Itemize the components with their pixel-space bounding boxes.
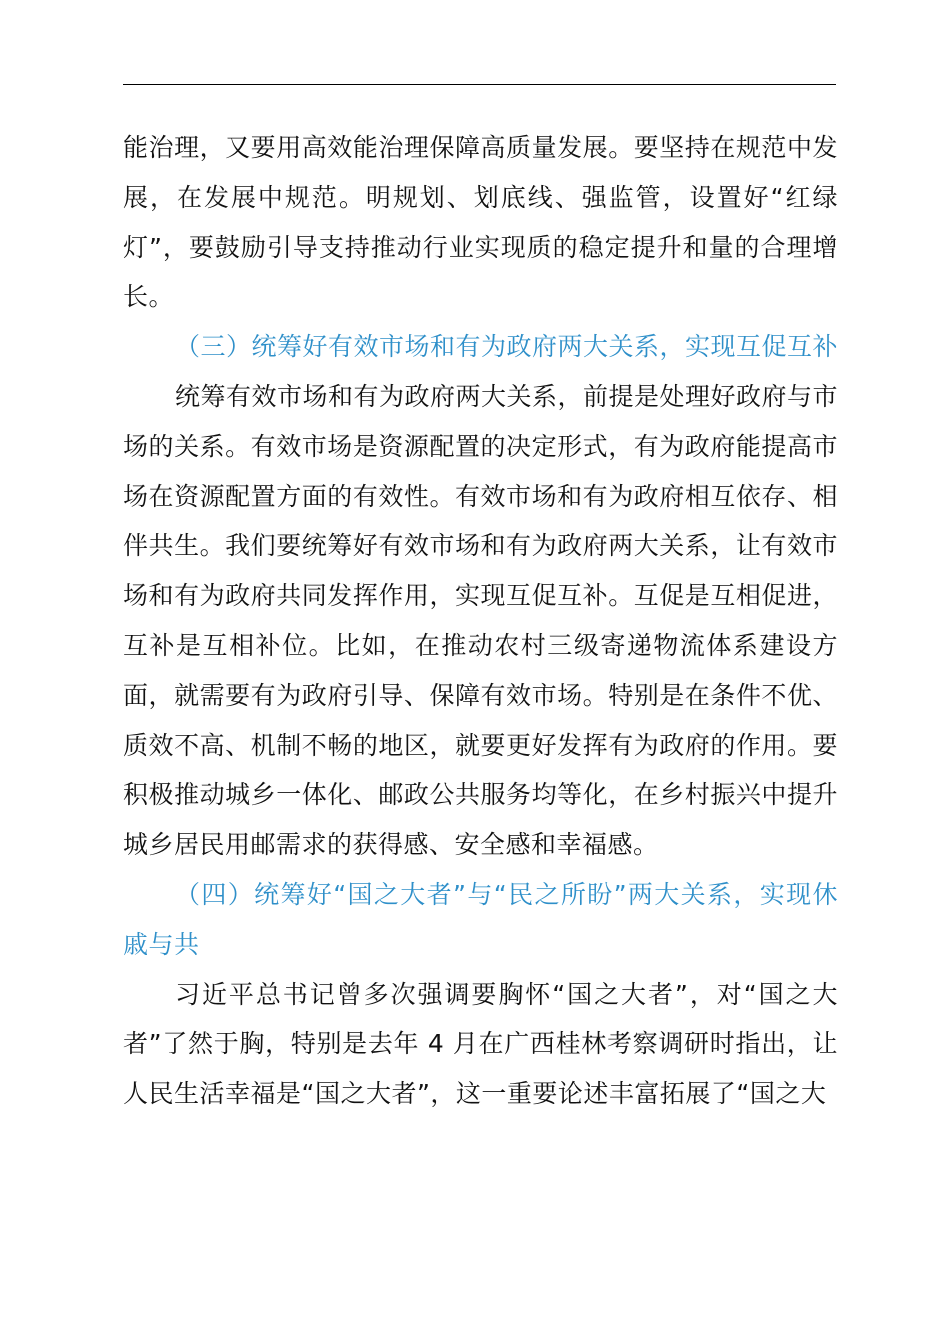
paragraph-national-priorities: 习近平总书记曾多次强调要胸怀“国之大者”，对“国之大者”了然于胸，特别是去年 4 月在广西桂林考察调研时指出，让人民生活幸福是“国之大者”，这一重要论述丰富拓展了“国之大 xyxy=(123,979,838,1109)
document-body xyxy=(123,123,838,1119)
section-heading-4: （四）统筹好“国之大者”与“民之所盼”两大关系，实现休戚与共 xyxy=(123,879,838,959)
paragraph-market-government: 统筹有效市场和有为政府两大关系，前提是处理好政府与市场的关系。有效市场是资源配置的决定形式，有为政府能提高市场在资源配置方面的有效性。有效市场和有为政府相互依存、相伴共生。我们要统筹好有效市场和有为政府两大关系，让有效市场和有为政府共同发挥作用，实现互促互补。互促是互相促进，互补是互相补位。比如，在推动农村三级寄递物流体系建设方面，就需要有为政府引导、保障有效市场。特别是在条件不优、质效不高、机制不畅的地区，就要更好发挥有为政府的作用。要积极推动城乡一体化、邮政公共服务均等化，在乡村振兴中提升城乡居民用邮需求的获得感、安全感和幸福感。 xyxy=(123,381,839,860)
section-heading-3: （三）统筹好有效市场和有为政府两大关系，实现互促互补 xyxy=(175,332,839,362)
paragraph-continued: 能治理，又要用高效能治理保障高质量发展。要坚持在规范中发展，在发展中规范。明规划、划底线、强监管，设置好“红绿灯”，要鼓励引导支持推动行业实现质的稳定提升和量的合理增长。 xyxy=(123,133,838,312)
header-rule xyxy=(123,84,836,85)
